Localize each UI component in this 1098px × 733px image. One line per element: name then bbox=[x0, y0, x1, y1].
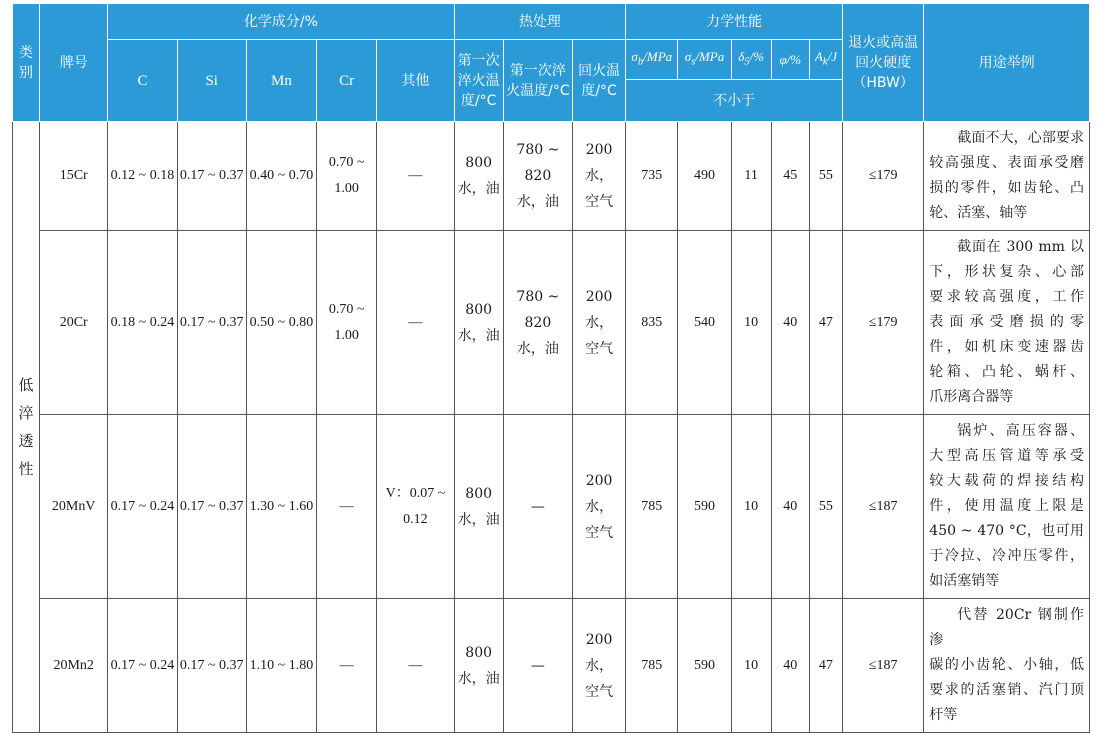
header-sigma-b: $\sigma_b$/MPa bbox=[626, 40, 678, 80]
grade-cell: 20Mn2 bbox=[40, 599, 108, 733]
first-quench-cell: 800 水，油 bbox=[454, 231, 503, 415]
header-heat-treatment: 热处理 bbox=[454, 4, 626, 40]
impact-energy-cell: 47 bbox=[809, 599, 842, 733]
chromium-cell: — bbox=[317, 415, 377, 599]
header-sigma-s: $\sigma_s$/MPa bbox=[678, 40, 731, 80]
other-element-cell: — bbox=[377, 122, 454, 231]
elongation-cell: 10 bbox=[731, 231, 771, 415]
silicon-cell: 0.17 ~ 0.37 bbox=[177, 122, 246, 231]
grade-cell: 20MnV bbox=[40, 415, 108, 599]
header-hardness: 退火或高温 回火硬度 （HBW） bbox=[843, 4, 924, 122]
table-row bbox=[13, 231, 1090, 415]
category-cell: 低 淬 透 性 bbox=[13, 122, 40, 733]
second-quench-cell: 780 ~ 820 水，油 bbox=[503, 231, 572, 415]
yield-strength-cell: 540 bbox=[678, 231, 731, 415]
tensile-strength-cell: 835 bbox=[626, 231, 678, 415]
yield-strength-cell: 590 bbox=[678, 415, 731, 599]
elongation-cell: 10 bbox=[731, 415, 771, 599]
second-quench-cell: — bbox=[503, 599, 572, 733]
yield-strength-cell: 590 bbox=[678, 599, 731, 733]
header-second-quench: 第一次淬 火温度/°C bbox=[503, 40, 572, 122]
reduction-area-cell: 40 bbox=[771, 415, 809, 599]
elongation-cell: 10 bbox=[731, 599, 771, 733]
header-phi: φ/% bbox=[771, 40, 809, 80]
header-not-less: 不小于 bbox=[626, 80, 843, 122]
header-usage: 用途举例 bbox=[924, 4, 1090, 122]
hardness-cell: ≤187 bbox=[843, 415, 924, 599]
reduction-area-cell: 40 bbox=[771, 231, 809, 415]
other-element-cell: — bbox=[377, 231, 454, 415]
impact-energy-cell: 55 bbox=[809, 122, 842, 231]
temper-cell: 200 水， 空气 bbox=[573, 231, 626, 415]
grade-cell: 15Cr bbox=[40, 122, 108, 231]
usage-cell: 锅炉、高压容器、 大型高压管道等承受 较大载荷的焊接结构 件，使用温度上限是 450 ~ 470 °C，也可用 于冷拉、冷冲压零件， 如活塞销等 bbox=[924, 415, 1090, 599]
first-quench-cell: 800 水，油 bbox=[454, 122, 503, 231]
reduction-area-cell: 45 bbox=[771, 122, 809, 231]
manganese-cell: 0.40 ~ 0.70 bbox=[246, 122, 316, 231]
temper-cell: 200 水， 空气 bbox=[573, 599, 626, 733]
tensile-strength-cell: 785 bbox=[626, 599, 678, 733]
other-element-cell: V：0.07 ~ 0.12 bbox=[377, 415, 454, 599]
other-element-cell: — bbox=[377, 599, 454, 733]
header-category: 类 别 bbox=[13, 4, 40, 122]
hardness-cell: ≤179 bbox=[843, 122, 924, 231]
hardness-cell: ≤179 bbox=[843, 231, 924, 415]
first-quench-cell: 800 水，油 bbox=[454, 415, 503, 599]
header-grade: 牌号 bbox=[40, 4, 108, 122]
header-temper: 回火温 度/°C bbox=[573, 40, 626, 122]
header-delta5: $\delta_5/\%$ bbox=[731, 40, 771, 80]
usage-cell: 截面在 300 mm 以 下，形状复杂、心部 要求较高强度，工作 表面承受磨损的零 件，如机床变速器齿 轮箱、凸轮、蜗杆、 爪形离合器等 bbox=[924, 231, 1090, 415]
table-row bbox=[13, 415, 1090, 599]
first-quench-cell: 800 水，油 bbox=[454, 599, 503, 733]
temper-cell: 200 水， 空气 bbox=[573, 415, 626, 599]
header-first-quench: 第一次 淬火温 度/°C bbox=[454, 40, 503, 122]
header-ak: $A_k/J$ bbox=[809, 40, 842, 80]
table-row bbox=[13, 122, 1090, 231]
hardness-cell: ≤187 bbox=[843, 599, 924, 733]
manganese-cell: 1.10 ~ 1.80 bbox=[246, 599, 316, 733]
grade-cell: 20Cr bbox=[40, 231, 108, 415]
usage-cell: 代替 20Cr 钢制作渗 碳的小齿轮、小轴，低 要求的活塞销、汽门顶 杆等 bbox=[924, 599, 1090, 733]
chromium-cell: 0.70 ~ 1.00 bbox=[317, 122, 377, 231]
table-row bbox=[13, 599, 1090, 733]
silicon-cell: 0.17 ~ 0.37 bbox=[177, 415, 246, 599]
header-c: C bbox=[108, 40, 177, 122]
elongation-cell: 11 bbox=[731, 122, 771, 231]
tensile-strength-cell: 735 bbox=[626, 122, 678, 231]
header-cr: Cr bbox=[317, 40, 377, 122]
reduction-area-cell: 40 bbox=[771, 599, 809, 733]
usage-cell: 截面不大，心部要求 较高强度、表面承受磨 损的零件，如齿轮、凸 轮、活塞、轴等 bbox=[924, 122, 1090, 231]
header-mn: Mn bbox=[246, 40, 316, 122]
second-quench-cell: — bbox=[503, 415, 572, 599]
silicon-cell: 0.17 ~ 0.37 bbox=[177, 599, 246, 733]
temper-cell: 200 水， 空气 bbox=[573, 122, 626, 231]
header-other: 其他 bbox=[377, 40, 454, 122]
carbon-cell: 0.12 ~ 0.18 bbox=[108, 122, 177, 231]
manganese-cell: 1.30 ~ 1.60 bbox=[246, 415, 316, 599]
second-quench-cell: 780 ~ 820 水，油 bbox=[503, 122, 572, 231]
header-mechanical: 力学性能 bbox=[626, 4, 843, 40]
header-composition: 化学成分/% bbox=[108, 4, 454, 40]
manganese-cell: 0.50 ~ 0.80 bbox=[246, 231, 316, 415]
silicon-cell: 0.17 ~ 0.37 bbox=[177, 231, 246, 415]
carbon-cell: 0.17 ~ 0.24 bbox=[108, 599, 177, 733]
chromium-cell: 0.70 ~ 1.00 bbox=[317, 231, 377, 415]
impact-energy-cell: 47 bbox=[809, 231, 842, 415]
carbon-cell: 0.17 ~ 0.24 bbox=[108, 415, 177, 599]
tensile-strength-cell: 785 bbox=[626, 415, 678, 599]
carbon-cell: 0.18 ~ 0.24 bbox=[108, 231, 177, 415]
impact-energy-cell: 55 bbox=[809, 415, 842, 599]
header-si: Si bbox=[177, 40, 246, 122]
yield-strength-cell: 490 bbox=[678, 122, 731, 231]
chromium-cell: — bbox=[317, 599, 377, 733]
steel-properties-table bbox=[12, 3, 1090, 733]
